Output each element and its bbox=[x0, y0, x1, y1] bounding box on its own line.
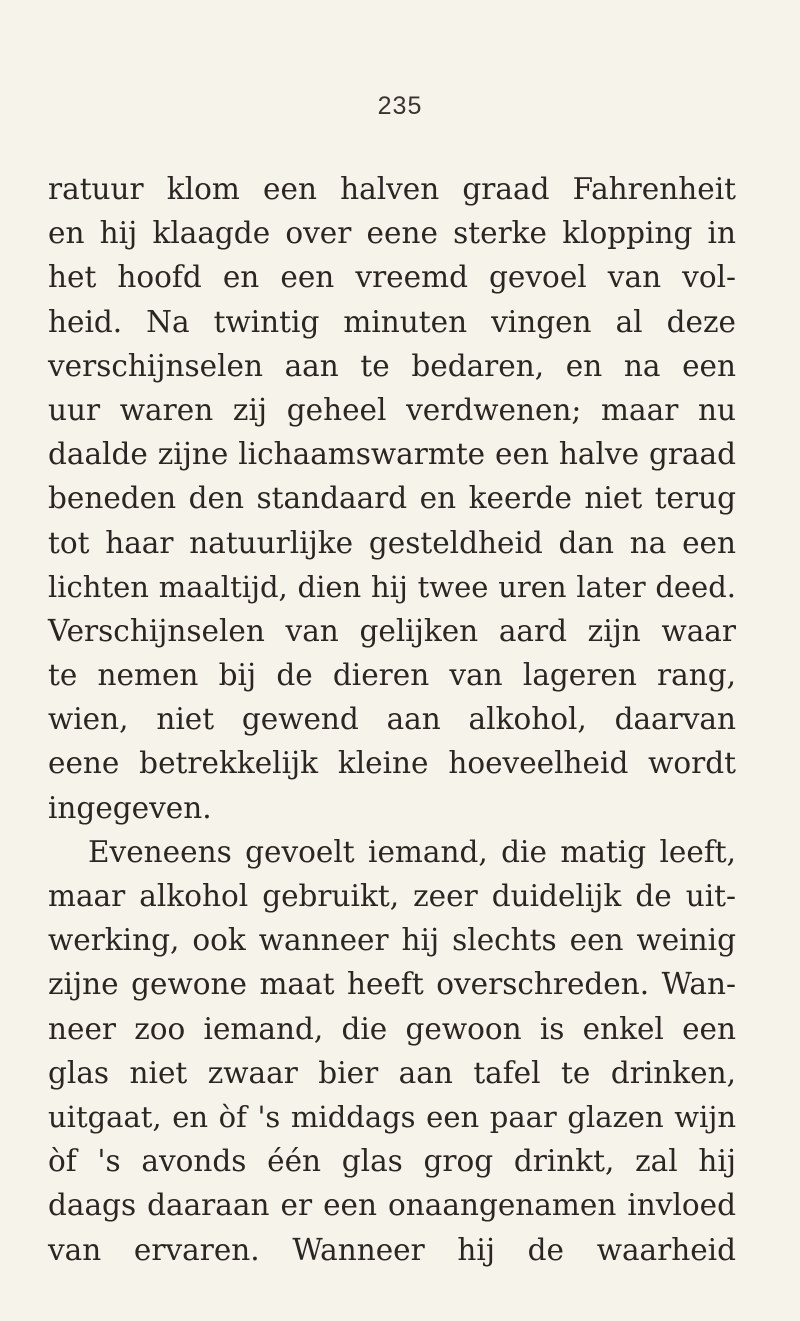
text-line: uur waren zij geheel verdwenen; maar nu bbox=[48, 392, 736, 427]
text-line: ratuur klom een halven graad Fahrenheit bbox=[48, 172, 736, 206]
page-number: 235 bbox=[377, 92, 423, 120]
text-line: òf 's avonds één glas grog drinkt, zal hij bbox=[48, 1144, 736, 1179]
text-line: Verschijnselen van gelijken aard zijn waar bbox=[48, 613, 736, 648]
text-line: eene betrekkelijk kleine hoeveelheid wordt bbox=[48, 746, 736, 781]
text-line: heid. Na twintig minuten vingen al deze bbox=[48, 304, 736, 339]
text-line: en hij klaagde over eene sterke klopping in bbox=[48, 216, 736, 251]
text-line: uitgaat, en òf 's middags een paar glazen wijn bbox=[48, 1099, 736, 1134]
text-line: tot haar natuurlijke gesteldheid dan na een bbox=[48, 525, 736, 560]
text-line: lichten maaltijd, dien hij twee uren later deed. bbox=[48, 569, 736, 604]
text-line: beneden den standaard en keerde niet terug bbox=[48, 481, 736, 516]
text-line: werking, ook wanneer hij slechts een weinig bbox=[48, 923, 736, 958]
paragraph-start-line: Eveneens gevoelt iemand, die matig leeft, bbox=[88, 834, 736, 869]
text-line: ingegeven. bbox=[48, 790, 212, 825]
text-line: zijne gewone maat heeft overschreden. Wan- bbox=[48, 967, 736, 1002]
text-line: neer zoo iemand, die gewoon is enkel een bbox=[48, 1011, 736, 1046]
text-line: verschijnselen aan te bedaren, en na een bbox=[48, 348, 736, 383]
text-line: maar alkohol gebruikt, zeer duidelijk de uit- bbox=[48, 879, 736, 913]
text-line: het hoofd en een vreemd gevoel van vol- bbox=[48, 260, 736, 295]
text-line: van ervaren. Wanneer hij de waarheid bbox=[48, 1232, 736, 1267]
text-line: te nemen bij de dieren van lageren rang, bbox=[48, 658, 736, 693]
text-line: glas niet zwaar bier aan tafel te drinken, bbox=[48, 1055, 736, 1090]
text-line: daalde zijne lichaamswarmte een halve graad bbox=[48, 437, 736, 472]
body-text bbox=[48, 167, 736, 1272]
text-line: daags daaraan er een onaangenamen invloed bbox=[48, 1188, 736, 1223]
text-line: wien, niet gewend aan alkohol, daarvan bbox=[48, 702, 736, 737]
